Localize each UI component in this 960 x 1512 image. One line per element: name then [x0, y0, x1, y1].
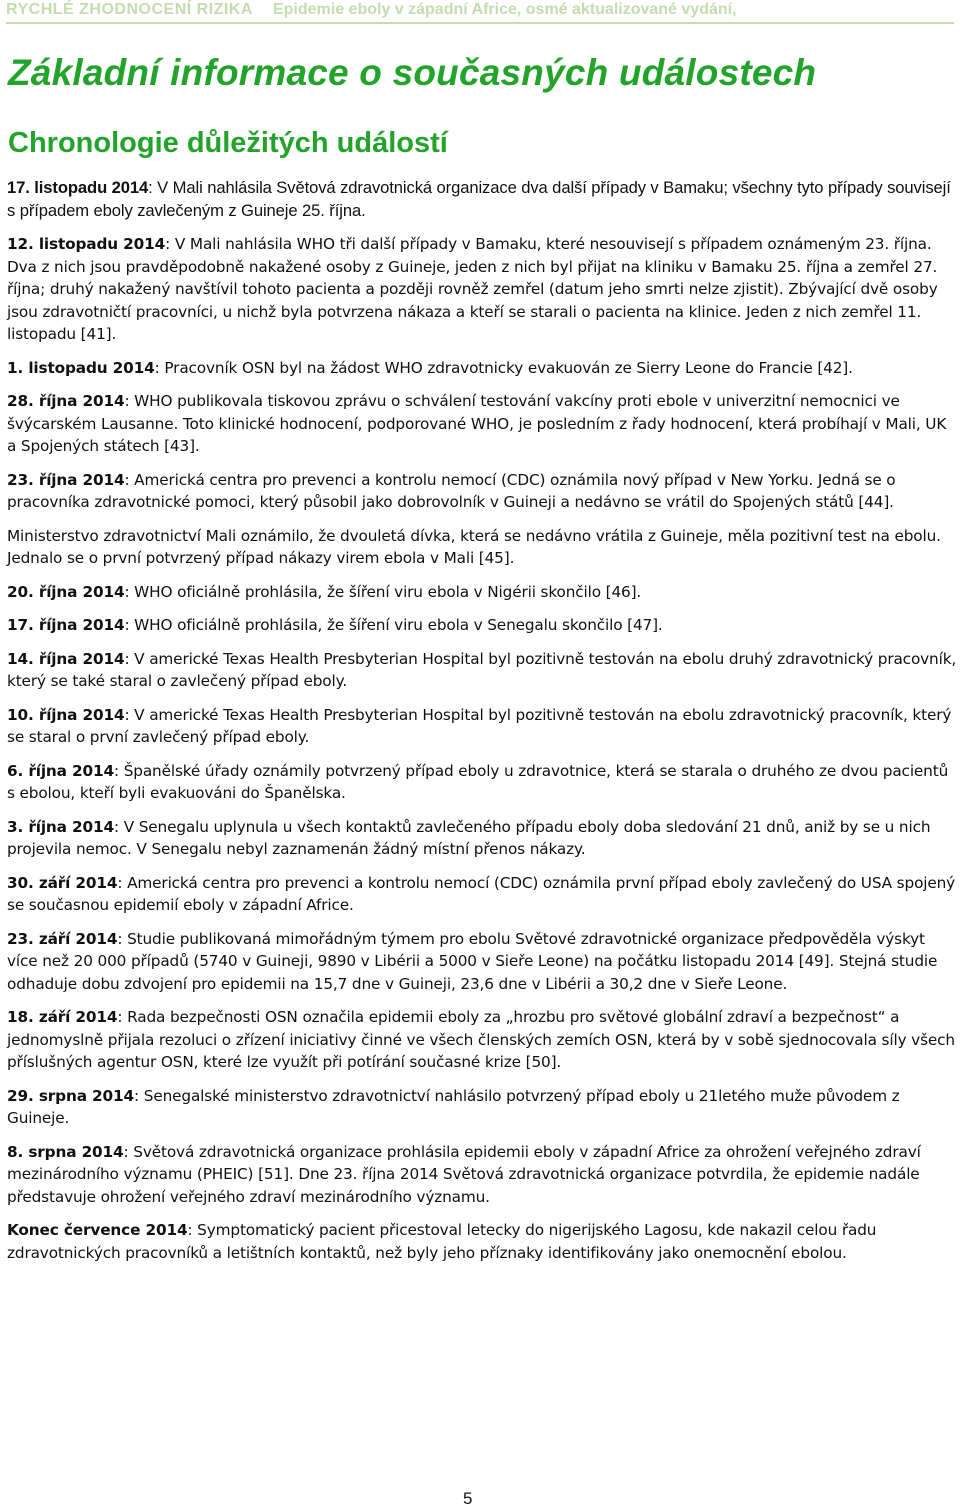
- running-header: [6, 0, 954, 24]
- chronology-entry: [7, 1006, 957, 1074]
- chronology-entry: [7, 357, 957, 380]
- entry-text: : V americké Texas Health Presbyterian Hospital byl pozitivně testován na ebolu druhý zdravotnický pracovník, který se také staral o zavlečený případ eboly.: [7, 649, 957, 690]
- chronology-entry: [7, 928, 957, 996]
- entry-text: : V Mali nahlásila WHO tři další případy v Bamaku, které nesouvisejí s případem oznámeným 23. října. Dva z nich jsou pravděpodobně nakažené osoby z Guineje, jeden z nich byl přijat na kliniku v Bamaku 25. října a zemřel 27. října; druhý nakažený navštívil tohoto pacienta a později rovněž zemřel (datum jeho smrti nelze zjistit). Zbývající dvě osoby jsou zdravotničtí pracovníci, u nichž byla potvrzena nákaza a kteří se starali o pacienta na klinice. Jeden z nich zemřel 11. listopadu [41].: [7, 235, 938, 343]
- entry-text: : Rada bezpečnosti OSN označila epidemii eboly za „hrozbu pro světové globální zdraví a bezpečnost“ a jednomyslně přijala rezoluci o zřízení iniciativy činné ve všech členských zemích OSN, která by v sobě sjednocovala síly všech příslušných agentur OSN, které lze využít při potírání současné krize [50].: [7, 1008, 955, 1071]
- chronology-entry: [7, 1141, 957, 1209]
- entry-text: : Pracovník OSN byl na žádost WHO zdravotnicky evakuován ze Sierry Leone do Francie [42].: [154, 358, 853, 377]
- entry-text: : Americká centra pro prevenci a kontrolu nemocí (CDC) oznámila nový případ v New Yorku. Jedná se o pracovníka zdravotnické pomoci, který působil jako dobrovolník v Guineji a nedávno se vrátil do Spojených států [44].: [7, 470, 896, 511]
- page-number: 5: [463, 1489, 473, 1508]
- chronology-entry: [7, 581, 957, 604]
- entry-date: 17. listopadu 2014: [7, 178, 149, 197]
- entry-date: 3. října 2014: [7, 817, 114, 836]
- entry-date: 28. října 2014: [7, 392, 125, 410]
- entry-text: Ministerstvo zdravotnictví Mali oznámilo, že dvouletá dívka, která se nedávno vrátila z Guineje, měla pozitivní test na ebolu. Jednalo se o první potvrzený případ nákazy virem ebola v Mali [45].: [7, 526, 941, 567]
- page-title: Základní informace o současných událostech: [8, 52, 817, 93]
- chronology-entry: [7, 704, 957, 749]
- entry-date: 20. října 2014: [7, 582, 125, 601]
- chronology-entry: [7, 1219, 957, 1264]
- entry-date: 29. srpna 2014: [7, 1086, 135, 1105]
- entry-text: : WHO oficiálně prohlásila, že šíření viru ebola v Senegalu skončilo [47].: [124, 616, 663, 634]
- header-report-title: Epidemie eboly v západní Africe, osmé aktualizované vydání,: [272, 1, 737, 18]
- chronology-entry: [7, 390, 957, 458]
- entry-text: : Symptomatický pacient přicestoval letecky do nigerijského Lagosu, kde nakazil celou řadu zdravotnických pracovníků a letištních kontaktů, než byly jeho příznaky identifikovány jako onemocnění ebolou.: [7, 1221, 877, 1262]
- chronology-entry: [7, 233, 957, 346]
- entry-text: : V Mali nahlásila Světová zdravotnická organizace dva další případy v Bamaku; všechny tyto případy souvisejí s případem eboly zavlečeným z Guineje 25. října.: [7, 178, 951, 220]
- section-title: Chronologie důležitých událostí: [8, 127, 448, 159]
- header-report-type: RYCHLÉ ZHODNOCENÍ RIZIKA: [6, 1, 253, 18]
- entry-text: : WHO oficiálně prohlásila, že šíření viru ebola v Nigérii skončilo [46].: [124, 582, 642, 601]
- entry-text: : WHO publikovala tiskovou zprávu o schválení testování vakcíny proti ebole v univerzitní nemocnici ve švýcarském Lausanne. Toto klinické hodnocení, podporované WHO, je posledním z řady hodnocení, která probíhají v Mali, UK a Spojených státech [43].: [7, 392, 947, 455]
- chronology-entry: [7, 177, 957, 222]
- entry-text: : V americké Texas Health Presbyterian Hospital byl pozitivně testován na ebolu zdravotnický pracovník, který se staral o první zavlečený případ eboly.: [7, 705, 952, 746]
- chronology-entry: [7, 872, 957, 917]
- chronology-list: [7, 177, 957, 1275]
- entry-date: 10. října 2014: [7, 705, 125, 724]
- entry-date: 18. září 2014: [7, 1008, 118, 1026]
- entry-date: 23. září 2014: [7, 929, 118, 948]
- chronology-entry: [7, 816, 957, 861]
- chronology-entry: [7, 648, 957, 693]
- entry-text: : Světová zdravotnická organizace prohlásila epidemii eboly v západní Africe za ohrožení veřejného zdraví mezinárodního významu (PHEIC) [51]. Dne 23. října 2014 Světová zdravotnická organizace potvrdila, že epidemie nadále představuje ohrožení veřejného zdraví mezinárodního významu.: [7, 1142, 921, 1206]
- chronology-entry: [7, 760, 957, 805]
- entry-text: : V Senegalu uplynula u všech kontaktů zavlečeného případu eboly doba sledování 21 dnů, aniž by se u nich projevila nemoc. V Senegalu nebyl zaznamenán žádný místní přenos nákazy.: [7, 817, 931, 858]
- chronology-entry: [7, 469, 957, 514]
- entry-date: 1. listopadu 2014: [7, 358, 155, 377]
- entry-text: : Španělské úřady oznámily potvrzený případ eboly u zdravotnice, která se starala o druhého ze dvou pacientů s ebolou, kteří byli evakuováni do Španělska.: [7, 761, 949, 802]
- entry-text: : Studie publikovaná mimořádným týmem pro ebolu Světové zdravotnické organizace předpověděla výskyt více než 20 000 případů (5740 v Guineji, 9890 v Libérii a 5000 v Sieře Leone) na počátku listopadu 2014 [49]. Stejná studie odhaduje dobu zdvojení pro epidemii na 15,7 dne v Guineji, 23,6 dne v Libérii a 30,2 dne v Sieře Leone.: [7, 929, 938, 993]
- chronology-entry: [7, 525, 957, 570]
- entry-date: 14. října 2014: [7, 649, 125, 668]
- entry-date: 30. září 2014: [7, 873, 118, 892]
- entry-text: : Senegalské ministerstvo zdravotnictví nahlásilo potvrzený případ eboly u 21letého muže původem z Guineje.: [7, 1086, 900, 1127]
- entry-text: : Americká centra pro prevenci a kontrolu nemocí (CDC) oznámila první případ eboly zavlečený do USA spojený se současnou epidemií eboly v západní Africe.: [7, 873, 956, 914]
- chronology-entry: [7, 614, 957, 637]
- entry-date: 12. listopadu 2014: [7, 235, 166, 253]
- entry-date: 8. srpna 2014: [7, 1142, 124, 1161]
- entry-date: Konec července 2014: [7, 1221, 188, 1239]
- entry-date: 23. října 2014: [7, 470, 125, 489]
- chronology-entry: [7, 1085, 957, 1130]
- entry-date: 6. října 2014: [7, 761, 114, 780]
- entry-date: 17. října 2014: [7, 616, 125, 634]
